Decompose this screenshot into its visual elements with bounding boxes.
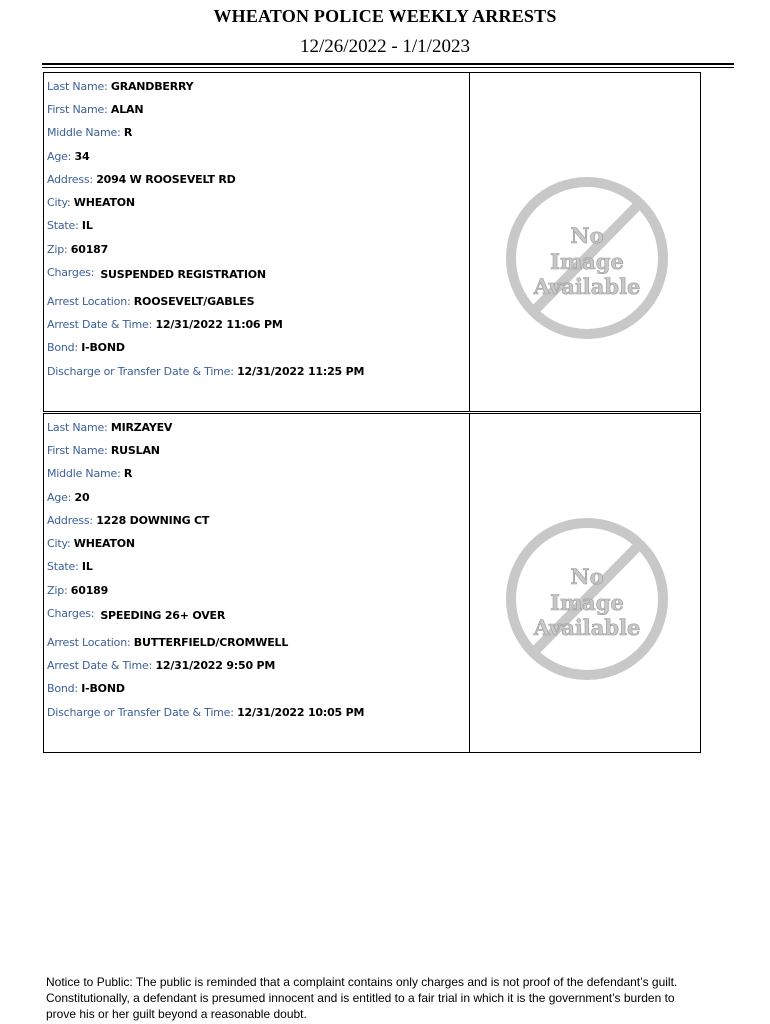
first-name-row xyxy=(47,444,160,458)
address-row xyxy=(47,173,236,187)
arrest-location-label: Arrest Location: xyxy=(47,636,131,649)
city-label: City: xyxy=(47,196,71,209)
last-name-row xyxy=(47,421,172,435)
state-row xyxy=(47,219,93,233)
bond-label: Bond: xyxy=(47,341,78,354)
zip-row xyxy=(47,584,108,598)
age-value: 34 xyxy=(74,150,90,163)
no-image-line-1: No xyxy=(570,223,604,248)
charges-label: Charges: xyxy=(47,607,95,620)
age-row xyxy=(47,150,89,164)
arrest-location-value: ROOSEVELT/GABLES xyxy=(133,295,255,308)
state-label: State: xyxy=(47,560,79,573)
arrest-datetime-row xyxy=(47,318,283,332)
city-value: WHEATON xyxy=(73,537,135,550)
first-name-value: ALAN xyxy=(110,103,144,116)
charges-value: SPEEDING 26+ OVER xyxy=(100,609,226,622)
bond-row xyxy=(47,682,125,696)
mugshot-area xyxy=(470,414,702,752)
address-label: Address: xyxy=(47,173,93,186)
age-row xyxy=(47,491,89,505)
no-image-icon xyxy=(502,514,672,684)
arrest-datetime-label: Arrest Date & Time: xyxy=(47,318,153,331)
state-row xyxy=(47,560,93,574)
charges-row xyxy=(47,607,225,621)
mugshot-area xyxy=(470,73,702,411)
discharge-value: 12/31/2022 10:05 PM xyxy=(237,706,365,719)
middle-name-value: R xyxy=(123,126,133,139)
city-row xyxy=(47,196,135,210)
public-notice: Notice to Public: The public is reminded that a complaint contains only charges and is not proof of the defendant’s guilt. Constitutionally, a defendant is presumed innocent and is entitled to a fair trial in which it is the government’s burden to prove his or her guilt beyond a reasonable doubt. xyxy=(46,975,678,1021)
no-image-line-2: Image xyxy=(550,590,624,615)
city-row xyxy=(47,537,135,551)
bond-label: Bond: xyxy=(47,682,78,695)
last-name-row xyxy=(47,80,193,94)
age-label: Age: xyxy=(47,150,72,163)
arrest-datetime-row xyxy=(47,659,275,673)
last-name-value: MIRZAYEV xyxy=(110,421,173,434)
discharge-value: 12/31/2022 11:25 PM xyxy=(237,365,365,378)
charges-value: SUSPENDED REGISTRATION xyxy=(100,268,266,281)
middle-name-label: Middle Name: xyxy=(47,126,121,139)
page-title: WHEATON POLICE WEEKLY ARRESTS xyxy=(213,6,557,26)
zip-label: Zip: xyxy=(47,243,68,256)
discharge-row xyxy=(47,706,364,720)
zip-label: Zip: xyxy=(47,584,68,597)
charges-row xyxy=(47,266,266,280)
arrest-location-row xyxy=(47,295,254,309)
no-image-line-1: No xyxy=(570,564,604,589)
charges-label: Charges: xyxy=(47,266,95,279)
middle-name-label: Middle Name: xyxy=(47,467,121,480)
last-name-label: Last Name: xyxy=(47,421,108,434)
zip-value: 60189 xyxy=(70,584,109,597)
address-row xyxy=(47,514,209,528)
arrest-record-details xyxy=(44,414,470,752)
discharge-row xyxy=(47,365,364,379)
arrest-record xyxy=(43,413,701,753)
arrest-datetime-value: 12/31/2022 11:06 PM xyxy=(155,318,283,331)
no-image-line-3: Available xyxy=(533,615,641,640)
no-image-line-2: Image xyxy=(550,249,624,274)
bond-row xyxy=(47,341,125,355)
first-name-label: First Name: xyxy=(47,103,108,116)
first-name-row xyxy=(47,103,143,117)
header-divider-thin xyxy=(42,67,734,68)
discharge-label: Discharge or Transfer Date & Time: xyxy=(47,365,234,378)
state-value: IL xyxy=(81,219,93,232)
arrest-location-row xyxy=(47,636,288,650)
discharge-label: Discharge or Transfer Date & Time: xyxy=(47,706,234,719)
arrest-datetime-label: Arrest Date & Time: xyxy=(47,659,153,672)
arrest-record-details xyxy=(44,73,470,411)
address-value: 2094 W ROOSEVELT RD xyxy=(96,173,236,186)
arrest-location-value: BUTTERFIELD/CROMWELL xyxy=(133,636,289,649)
age-value: 20 xyxy=(74,491,90,504)
header-divider-thick xyxy=(42,63,734,65)
bond-value: I-BOND xyxy=(81,341,125,354)
no-image-line-3: Available xyxy=(533,274,641,299)
arrest-location-label: Arrest Location: xyxy=(47,295,131,308)
last-name-value: GRANDBERRY xyxy=(110,80,194,93)
address-value: 1228 DOWNING CT xyxy=(96,514,210,527)
middle-name-row xyxy=(47,126,132,140)
bond-value: I-BOND xyxy=(81,682,125,695)
middle-name-row xyxy=(47,467,132,481)
zip-row xyxy=(47,243,108,257)
city-value: WHEATON xyxy=(73,196,135,209)
city-label: City: xyxy=(47,537,71,550)
first-name-value: RUSLAN xyxy=(110,444,160,457)
no-image-icon xyxy=(502,173,672,343)
arrest-datetime-value: 12/31/2022 9:50 PM xyxy=(155,659,276,672)
arrest-record xyxy=(43,72,701,412)
address-label: Address: xyxy=(47,514,93,527)
state-label: State: xyxy=(47,219,79,232)
first-name-label: First Name: xyxy=(47,444,108,457)
middle-name-value: R xyxy=(123,467,133,480)
last-name-label: Last Name: xyxy=(47,80,108,93)
state-value: IL xyxy=(81,560,93,573)
zip-value: 60187 xyxy=(70,243,109,256)
date-range: 12/26/2022 - 1/1/2023 xyxy=(300,36,470,57)
age-label: Age: xyxy=(47,491,72,504)
